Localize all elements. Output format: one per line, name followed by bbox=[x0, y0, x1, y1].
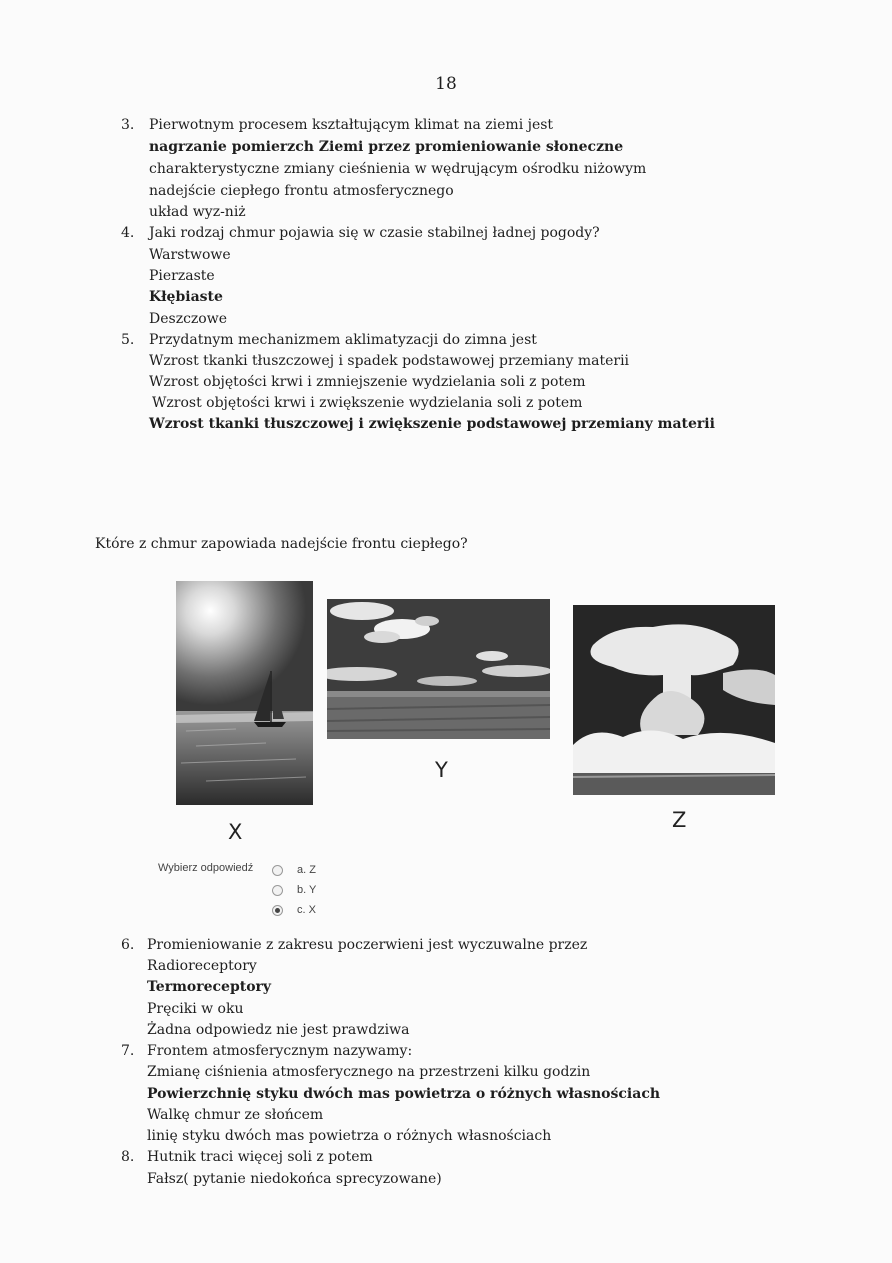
answer-option: Zmianę ciśnienia atmosferycznego na przestrzeni kilku godzin bbox=[147, 1064, 591, 1080]
answer-correct: nagrzanie pomierzch Ziemi przez promieniowanie słoneczne bbox=[149, 139, 624, 155]
cloud-question-prompt: Które z chmur zapowiada nadejście frontu ciepłego? bbox=[95, 536, 468, 552]
answer-option: Fałsz( pytanie niedokońca sprecyzowane) bbox=[147, 1171, 442, 1187]
option-c[interactable] bbox=[272, 904, 316, 916]
answer-option: Pręciki w oku bbox=[147, 1001, 244, 1017]
image-z-label: Z bbox=[672, 808, 687, 832]
question-text: Przydatnym mechanizmem aklimatyzacji do zimna jest bbox=[149, 332, 537, 348]
answer-option: układ wyz-niż bbox=[149, 204, 246, 220]
question-number: 4. bbox=[121, 225, 135, 241]
page-number: 18 bbox=[435, 74, 457, 94]
question-text: Jaki rodzaj chmur pojawia się w czasie stabilnej ładnej pogody? bbox=[149, 225, 600, 241]
answer-correct: Termoreceptory bbox=[147, 979, 272, 995]
question-number: 6. bbox=[121, 937, 135, 953]
answer-option: Wzrost objętości krwi i zwiększenie wydzielania soli z potem bbox=[152, 395, 583, 411]
answer-option: Deszczowe bbox=[149, 311, 227, 327]
question-text: Frontem atmosferycznym nazywamy: bbox=[147, 1043, 413, 1059]
answer-option: Walkę chmur ze słońcem bbox=[147, 1107, 324, 1123]
answer-option: Wzrost tkanki tłuszczowej i spadek podstawowej przemiany materii bbox=[149, 353, 630, 369]
answer-option: nadejście ciepłego frontu atmosferycznego bbox=[149, 183, 454, 199]
answer-correct: Wzrost tkanki tłuszczowej i zwiększenie podstawowej przemiany materii bbox=[149, 416, 715, 432]
question-number: 5. bbox=[121, 332, 135, 348]
answer-option: charakterystyczne zmiany cieśnienia w wędrującym ośrodku niżowym bbox=[149, 161, 647, 177]
radio-b[interactable] bbox=[272, 885, 283, 896]
image-x-sailboat bbox=[176, 581, 313, 805]
answer-option: Radioreceptory bbox=[147, 958, 257, 974]
option-b[interactable] bbox=[272, 884, 316, 896]
question-text: Promieniowanie z zakresu poczerwieni jest wyczuwalne przez bbox=[147, 937, 588, 953]
image-y-label: Y bbox=[435, 758, 448, 782]
answer-option: Warstwowe bbox=[149, 247, 231, 263]
image-y-clouds bbox=[327, 599, 550, 739]
answer-option: Żadna odpowiedz nie jest prawdziwa bbox=[147, 1022, 410, 1038]
option-c-label: c. X bbox=[297, 904, 316, 916]
image-z-cumulonimbus bbox=[573, 605, 775, 795]
option-b-label: b. Y bbox=[297, 884, 317, 896]
answer-option: Wzrost objętości krwi i zmniejszenie wydzielania soli z potem bbox=[149, 374, 586, 390]
question-number: 8. bbox=[121, 1149, 135, 1165]
choose-answer-label: Wybierz odpowiedź bbox=[158, 862, 254, 874]
question-text: Pierwotnym procesem kształtującym klimat na ziemi jest bbox=[149, 117, 554, 133]
answer-option: Pierzaste bbox=[149, 268, 215, 284]
answer-correct: Kłębiaste bbox=[149, 289, 223, 305]
radio-a[interactable] bbox=[272, 865, 283, 876]
question-text: Hutnik traci więcej soli z potem bbox=[147, 1149, 373, 1165]
radio-c[interactable] bbox=[272, 905, 283, 916]
question-number: 7. bbox=[121, 1043, 135, 1059]
answer-option: linię styku dwóch mas powietrza o różnych własnościach bbox=[147, 1128, 552, 1144]
option-a[interactable] bbox=[272, 864, 316, 876]
image-x-label: X bbox=[228, 820, 243, 844]
answer-correct: Powierzchnię styku dwóch mas powietrza o różnych własnościach bbox=[147, 1086, 661, 1102]
question-number: 3. bbox=[121, 117, 135, 133]
option-a-label: a. Z bbox=[297, 864, 316, 876]
